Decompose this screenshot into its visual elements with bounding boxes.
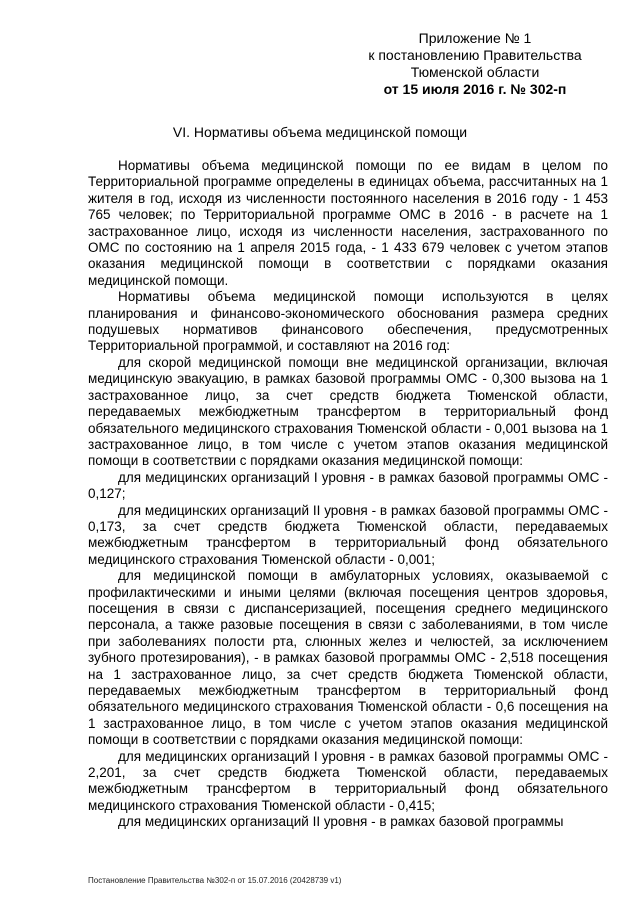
appendix-header bbox=[360, 30, 590, 98]
paragraph: для медицинских организаций I уровня - в рамках базовой программы ОМС - 2,201, за счет средств бюджета Тюменской области, передаваемых межбюджетным трансфертом в территориальный фонд обязательного медицинского страхования Тюменской области - 0,415; bbox=[88, 748, 608, 813]
section-title: VI. Нормативы объема медицинской помощи bbox=[172, 124, 468, 140]
document-body bbox=[88, 158, 608, 831]
paragraph: Нормативы объема медицинской помощи используются в целях планирования и финансово-экономического обоснования размера средних подушевых нормативов финансового обеспечения, предусмотренных Территориальной программой, и составляют на 2016 год: bbox=[88, 289, 608, 354]
paragraph: Нормативы объема медицинской помощи по ее видам в целом по Территориальной программе определены в единицах объема, рассчитанных на 1 жителя в год, исходя из численности постоянного населения в 2016 году - 1 453 765 человек; по Территориальной программе ОМС в 2016 - в расчете на 1 застрахованное лицо, исходя из численности населения, застрахованного по ОМС по состоянию на 1 апреля 2015 года, - 1 433 679 человек с учетом этапов оказания медицинской помощи в соответствии с порядками оказания медицинской помощи. bbox=[88, 158, 608, 288]
appendix-ref-line: к постановлению Правительства bbox=[368, 47, 582, 63]
appendix-number: Приложение № 1 bbox=[418, 30, 532, 46]
appendix-region: Тюменской области bbox=[410, 64, 540, 80]
document-footer: Постановление Правительства №302-п от 15.07.2016 (20428739 v1) bbox=[88, 876, 342, 885]
paragraph: для медицинской помощи в амбулаторных условиях, оказываемой с профилактическими и иными целями (включая посещения центров здоровья, посещения в связи с диспансеризацией, посещения среднего медицинского персонала, а также разовые посещения в связи с заболеваниями, в том числе при заболеваниях полости рта, слюнных желез и челюстей, за исключением зубного протезирования), - в рамках базовой программы ОМС - 2,518 посещения на 1 застрахованное лицо, за счет средств бюджета Тюменской области, передаваемых межбюджетным трансфертом в территориальный фонд обязательного медицинского страхования Тюменской области - 0,6 посещения на 1 застрахованное лицо, в том числе с учетом этапов оказания медицинской помощи в соответствии с порядками оказания медицинской помощи: bbox=[88, 568, 608, 748]
appendix-date-number: от 15 июля 2016 г. № 302-п bbox=[383, 81, 567, 97]
paragraph: для медицинских организаций I уровня - в рамках базовой программы ОМС - 0,127; bbox=[88, 469, 608, 502]
paragraph: для скорой медицинской помощи вне медицинской организации, включая медицинскую эвакуацию, в рамках базовой программы ОМС - 0,300 вызова на 1 застрахованное лицо, за счет средств бюджета Тюменской области, передаваемых межбюджетным трансфертом в территориальный фонд обязательного медицинского страхования Тюменской области - 0,001 вызова на 1 застрахованное лицо, в том числе с учетом этапов оказания медицинской помощи в соответствии с порядками оказания медицинской помощи: bbox=[88, 354, 608, 469]
paragraph: для медицинских организаций II уровня - в рамках базовой программы ОМС - 0,173, за счет средств бюджета Тюменской области, передаваемых межбюджетным трансфертом в территориальный фонд обязательного медицинского страхования Тюменской области - 0,001; bbox=[88, 502, 608, 567]
paragraph: для медицинских организаций II уровня - в рамках базовой программы bbox=[118, 814, 564, 830]
